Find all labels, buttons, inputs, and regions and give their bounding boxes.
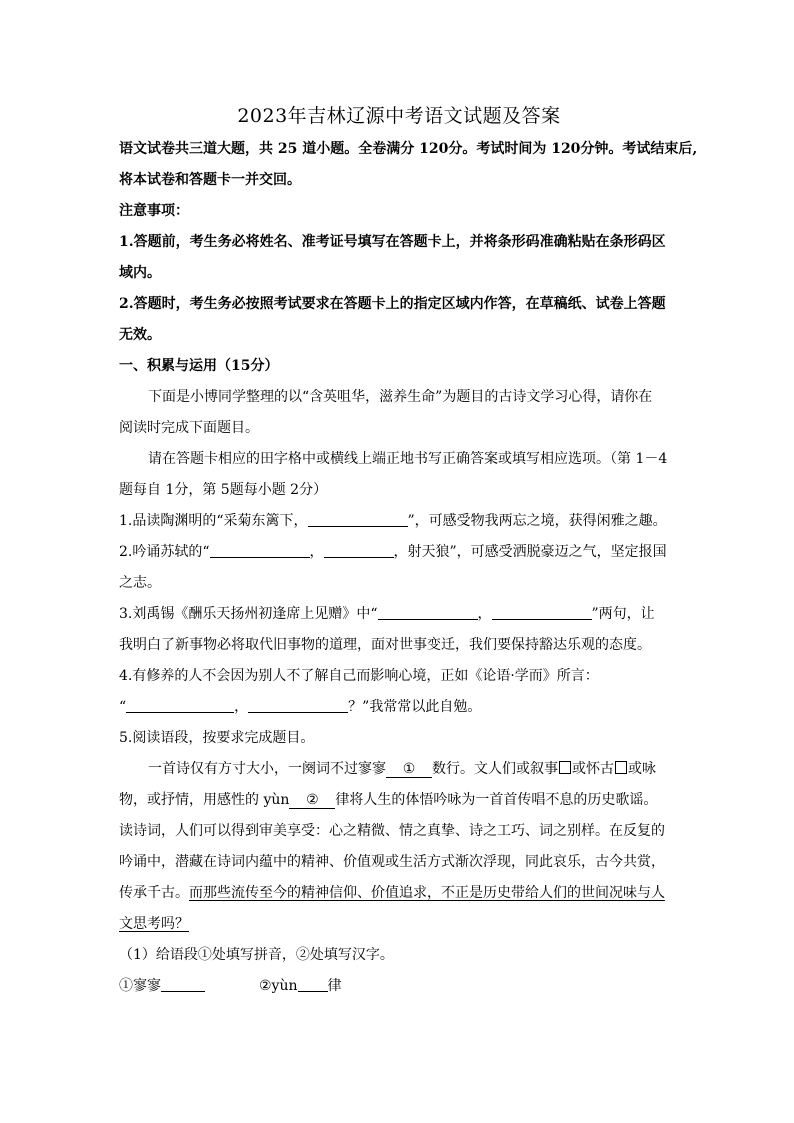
para-l1-b: 数行。文人们或叙事 bbox=[432, 761, 558, 777]
question-3 bbox=[119, 599, 679, 630]
reading-line-1 bbox=[119, 754, 679, 785]
para-l2-a: 物，或抒情，用感性的 yùn bbox=[119, 792, 290, 808]
underlined-sentence-cont: 文思考吗？ bbox=[119, 916, 189, 932]
ans1-b: ②yùn bbox=[259, 978, 298, 994]
notice-item-1: 1.答题前，考生务必将姓名、准考证号填写在答题卡上，并将条形码准确粘贴在条形码区 bbox=[119, 234, 666, 250]
notice-item-2: 2.答题时，考生务必按照考试要求在答题卡上的指定区域内作答，在草稿纸、试卷上答题 bbox=[119, 296, 666, 312]
blank-box-icon bbox=[615, 761, 627, 774]
q2-blank-2[interactable] bbox=[324, 541, 394, 558]
reading-line-4: 吟诵中，潜藏在诗词内蕴中的精神、价值观或生活方式渐次浮现，同此哀乐，古今共赏， bbox=[119, 854, 665, 870]
question-2-cont: 之志。 bbox=[119, 575, 161, 591]
q3-text-b: ， bbox=[477, 606, 492, 622]
ans1-blank-1[interactable] bbox=[161, 975, 205, 992]
q4-text-a: “ bbox=[119, 699, 127, 715]
section-heading: 一、积累与运用（15分） bbox=[119, 358, 279, 374]
q1-text-a: 1.品读陶渊明的“采菊东篱下， bbox=[119, 513, 308, 529]
notice-item-1-cont: 域内。 bbox=[119, 265, 161, 281]
para-l1-a: 一首诗仅有方寸大小，一阕词不过寥寥 bbox=[148, 761, 386, 777]
question-5: 5.阅读语段，按要求完成题目。 bbox=[119, 730, 315, 746]
intro-line-1: 语文试卷共三道大题，共 25 道小题。全卷满分 120分。考试时间为 120分钟。考试结束后, bbox=[119, 141, 698, 157]
ans1-c: 律 bbox=[327, 978, 342, 994]
question-4-cont bbox=[119, 692, 679, 723]
notice-item-2-cont: 无效。 bbox=[119, 327, 161, 343]
underlined-sentence: 而那些流传至今的精神信仰、价值追求，不正是历史带给人们的世间况味与人 bbox=[189, 885, 665, 901]
reading-line-2 bbox=[119, 785, 679, 816]
q4-blank-1[interactable] bbox=[126, 696, 234, 713]
q3-text-c: ”两句，让 bbox=[591, 606, 655, 622]
q1-text-b: ”，可感受物我两忘之境，获得闲雅之趣。 bbox=[407, 513, 667, 529]
ans1-a: ①寥寥 bbox=[119, 978, 161, 994]
blank-box-icon bbox=[559, 761, 571, 774]
intro-line-2: 将本试卷和答题卡一并交回。 bbox=[119, 172, 301, 188]
q3-blank-1[interactable] bbox=[378, 603, 478, 620]
q2-text-a: 2.吟诵苏轼的“ bbox=[119, 544, 210, 560]
exam-page bbox=[119, 100, 698, 1002]
question-3-cont: 我明白了新事物必将取代旧事物的道理，面对世事变迁，我们要保持豁达乐观的态度。 bbox=[119, 637, 651, 653]
sub-question-1: （1）给语段①处填写拼音，②处填写汉字。 bbox=[119, 947, 394, 963]
ans1-blank-2[interactable] bbox=[298, 975, 328, 992]
notice-heading: 注意事项： bbox=[119, 203, 189, 219]
para-l1-d: 或咏 bbox=[628, 761, 656, 777]
para-blank-2[interactable]: ② bbox=[289, 792, 335, 809]
q4-blank-2[interactable] bbox=[248, 696, 348, 713]
q3-text-a: 3.刘禹锡《酬乐天扬州初逢席上见赠》中“ bbox=[119, 606, 378, 622]
q4-text-c: ？”我常常以此自勉。 bbox=[348, 699, 482, 715]
question-4: 4.有修养的人不会因为别人不了解自己而影响心境，正如《论语·学而》所言： bbox=[119, 668, 599, 684]
section-instructions-cont: 题每自 1分，第 5题每小题 2分） bbox=[119, 482, 328, 498]
reading-line-3: 读诗词，人们可以得到审美享受：心之精微、情之真挚、诗之工巧、词之别样。在反复的 bbox=[119, 823, 665, 839]
section-instructions: 请在答题卡相应的田字格中或横线上端正地书写正确答案或填写相应选项。（第 1－4 bbox=[148, 451, 668, 467]
question-2 bbox=[119, 537, 679, 568]
q3-blank-2[interactable] bbox=[492, 603, 592, 620]
para-l5-a: 传承千古。 bbox=[119, 885, 189, 901]
q1-blank[interactable] bbox=[308, 510, 408, 527]
q2-blank-1[interactable] bbox=[210, 541, 310, 558]
q2-text-b: ， bbox=[309, 544, 324, 560]
para-l2-b: 律将人生的体悟吟咏为一首首传唱不息的历史歌谣。 bbox=[335, 792, 658, 808]
reading-line-6 bbox=[119, 909, 679, 940]
reading-line-5 bbox=[119, 878, 679, 909]
section-desc: 下面是小博同学整理的以“含英咀华，滋养生命”为题目的古诗文学习心得，请你在 bbox=[148, 389, 653, 405]
q2-text-c: ，射天狼”，可感受洒脱豪迈之气，坚定报国 bbox=[393, 544, 667, 560]
section-desc-cont: 阅读时完成下面题目。 bbox=[119, 420, 259, 436]
sub-question-1-answer bbox=[119, 971, 679, 1002]
para-blank-1[interactable]: ① bbox=[386, 761, 432, 778]
para-l1-c: 或怀古 bbox=[572, 761, 614, 777]
page-title: 2023年吉林辽源中考语文试题及答案 bbox=[237, 105, 561, 127]
question-1 bbox=[119, 506, 679, 537]
q4-text-b: ， bbox=[234, 699, 249, 715]
